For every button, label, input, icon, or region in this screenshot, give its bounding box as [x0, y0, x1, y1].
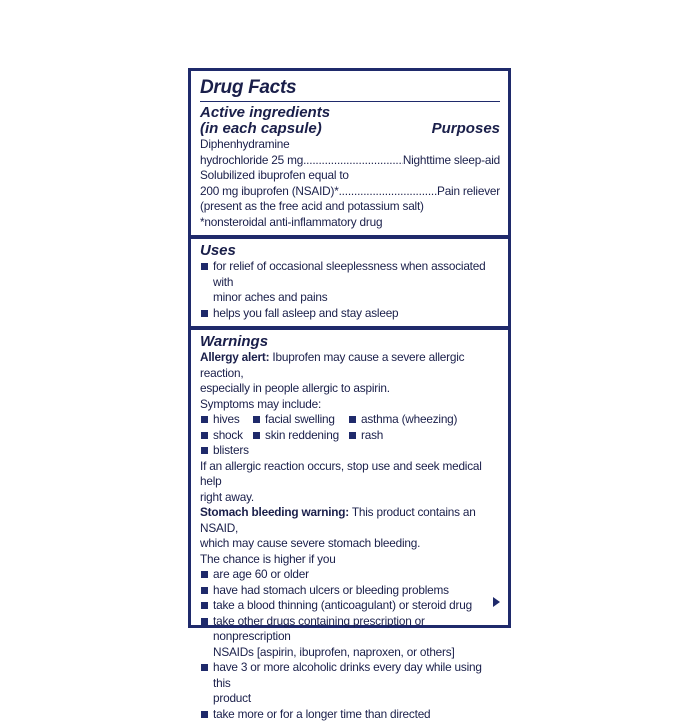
bullet-icon — [201, 263, 208, 270]
active-ingredients-subheading: (in each capsule) — [200, 121, 322, 137]
symptom-item — [200, 412, 252, 428]
continue-arrow-icon — [493, 597, 500, 607]
symptom-item — [252, 412, 348, 428]
symptom-text: shock — [213, 428, 243, 444]
bullet-icon — [253, 416, 260, 423]
allergy-alert-text: Ibuprofen may cause a severe allergic reaction, — [200, 350, 464, 380]
ingredient-note: (present as the free acid and potassium salt) — [200, 199, 500, 215]
footnote: *nonsteroidal anti-inflammatory drug — [200, 215, 500, 231]
symptoms-intro: Symptoms may include: — [200, 397, 500, 413]
ingredient-line: Diphenhydramine — [200, 137, 500, 153]
purposes-heading: Purposes — [432, 121, 500, 137]
section-divider — [191, 326, 508, 330]
symptom-item — [200, 428, 252, 444]
uses-heading: Uses — [200, 243, 500, 259]
bullet-icon — [349, 416, 356, 423]
ingredient-line: Solubilized ibuprofen equal to — [200, 168, 500, 184]
list-item-text: are age 60 or older — [213, 567, 309, 583]
list-item-text: have 3 or more alcoholic drinks every day while using this — [213, 660, 500, 691]
ingredient-purpose-row — [200, 184, 500, 200]
list-item-text: take other drugs containing prescription or nonprescription — [213, 614, 500, 645]
list-item — [200, 306, 500, 322]
chance-intro: The chance is higher if you — [200, 552, 500, 568]
symptom-item — [348, 428, 468, 444]
drug-facts-panel — [188, 68, 511, 628]
symptom-text: skin reddening — [265, 428, 339, 444]
purpose-sleep-aid: Nighttime sleep-aid — [403, 153, 500, 169]
list-item — [200, 614, 500, 661]
leader-dots — [339, 184, 437, 200]
active-ingredients-section — [200, 105, 500, 230]
warnings-section — [200, 334, 500, 722]
bullet-icon — [201, 664, 208, 671]
ingredient-purpose-row — [200, 153, 500, 169]
leader-dots — [303, 153, 403, 169]
section-divider — [191, 235, 508, 239]
list-item — [200, 707, 500, 722]
active-ingredients-heading: Active ingredients — [200, 105, 500, 121]
stomach-warning-text: This product contains an NSAID, — [200, 505, 476, 535]
symptom-item — [252, 428, 348, 444]
symptom-item — [200, 443, 252, 459]
list-item-text: take a blood thinning (anticoagulant) or steroid drug — [213, 598, 472, 614]
ingredient-amount: 200 mg ibuprofen (NSAID)* — [200, 184, 339, 200]
ingredient-amount: hydrochloride 25 mg — [200, 153, 303, 169]
list-item — [200, 259, 500, 306]
allergic-action: right away. — [200, 490, 500, 506]
allergic-action: If an allergic reaction occurs, stop use and seek medical help — [200, 459, 500, 490]
bullet-icon — [201, 602, 208, 609]
list-item-text: helps you fall asleep and stay asleep — [213, 306, 398, 322]
list-item — [200, 583, 500, 599]
warnings-heading: Warnings — [200, 334, 500, 350]
bullet-icon — [201, 587, 208, 594]
symptom-text: blisters — [213, 443, 249, 459]
list-item-text: minor aches and pains — [213, 290, 500, 306]
symptom-item — [348, 412, 468, 428]
list-item — [200, 567, 500, 583]
bullet-icon — [201, 618, 208, 625]
purpose-pain-reliever: Pain reliever — [437, 184, 500, 200]
symptom-text: rash — [361, 428, 383, 444]
bullet-icon — [201, 711, 208, 718]
symptoms-list — [200, 412, 500, 459]
uses-section — [200, 243, 500, 321]
stomach-warning — [200, 505, 500, 536]
bullet-icon — [201, 310, 208, 317]
list-item-text: NSAIDs [aspirin, ibuprofen, naproxen, or others] — [213, 645, 500, 661]
drug-facts-title: Drug Facts — [200, 77, 500, 102]
drug-facts-content — [200, 77, 500, 722]
stomach-warning-label: Stomach bleeding warning: — [200, 505, 349, 519]
list-item-text: have had stomach ulcers or bleeding problems — [213, 583, 449, 599]
allergy-alert-text: especially in people allergic to aspirin. — [200, 381, 500, 397]
symptom-text: facial swelling — [265, 412, 335, 428]
bullet-icon — [201, 432, 208, 439]
stomach-warning-text: which may cause severe stomach bleeding. — [200, 536, 500, 552]
symptom-text: asthma (wheezing) — [361, 412, 457, 428]
list-item — [200, 598, 500, 614]
allergy-alert-label: Allergy alert: — [200, 350, 269, 364]
bullet-icon — [253, 432, 260, 439]
bullet-icon — [201, 416, 208, 423]
list-item-text: for relief of occasional sleeplessness when associated with — [213, 259, 500, 290]
bullet-icon — [201, 571, 208, 578]
bullet-icon — [349, 432, 356, 439]
bullet-icon — [201, 447, 208, 454]
list-item-text: product — [213, 691, 500, 707]
symptom-text: hives — [213, 412, 240, 428]
list-item-text: take more or for a longer time than directed — [213, 707, 430, 722]
allergy-alert — [200, 350, 500, 381]
